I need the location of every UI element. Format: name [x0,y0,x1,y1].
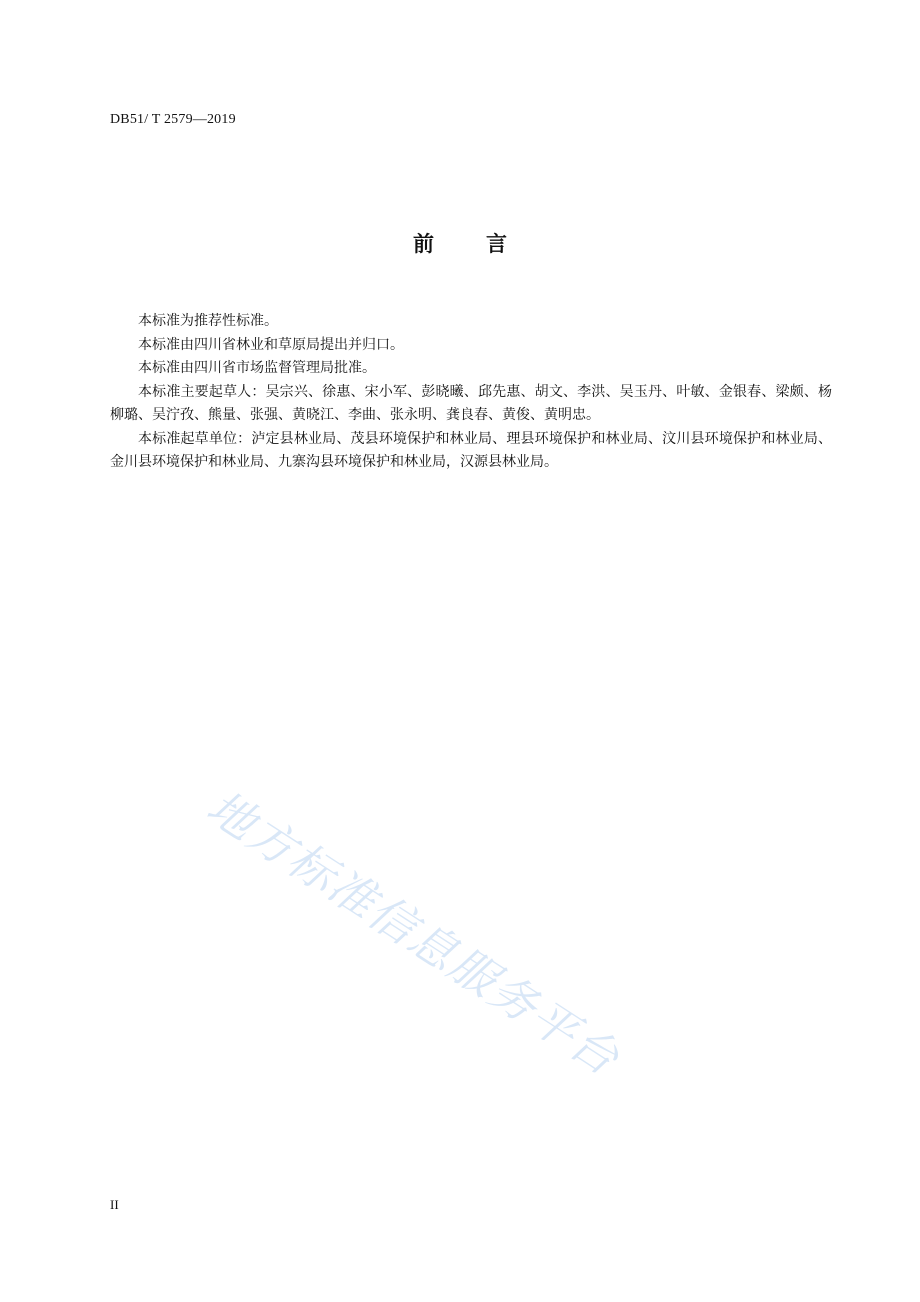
title-char-2: 言 [486,232,507,256]
page-number: II [110,1197,119,1212]
paragraph-proposer: 本标准由四川省林业和草原局提出并归口。 [138,336,404,353]
page-title [0,228,920,258]
paragraph-drafters: 本标准主要起草人：吴宗兴、徐惠、宋小军、彭晓曦、邱先惠、胡文、李洪、吴玉丹、叶敏、金银春、梁颇、杨柳璐、吴泞孜、熊量、张强、黄晓江、李曲、张永明、龚良春、黄俊、黄明忠。 [110,383,832,423]
document-code: DB51/ T 2579—2019 [110,112,236,127]
paragraph-approver: 本标准由四川省市场监督管理局批准。 [138,360,376,376]
paragraph-drafting-units: 本标准起草单位：泸定县林业局、茂县环境保护和林业局、理县环境保护和林业局、汶川县环境保护和林业局、金川县环境保护和林业局、九寨沟县环境保护和林业局，汉源县林业局。 [110,430,832,470]
watermark-text: 地方标准信息服务平台 [197,779,630,1087]
foreword-body [110,310,832,475]
title-char-1: 前 [413,232,434,256]
paragraph-recommended: 本标准为推荐性标准。 [138,313,278,329]
